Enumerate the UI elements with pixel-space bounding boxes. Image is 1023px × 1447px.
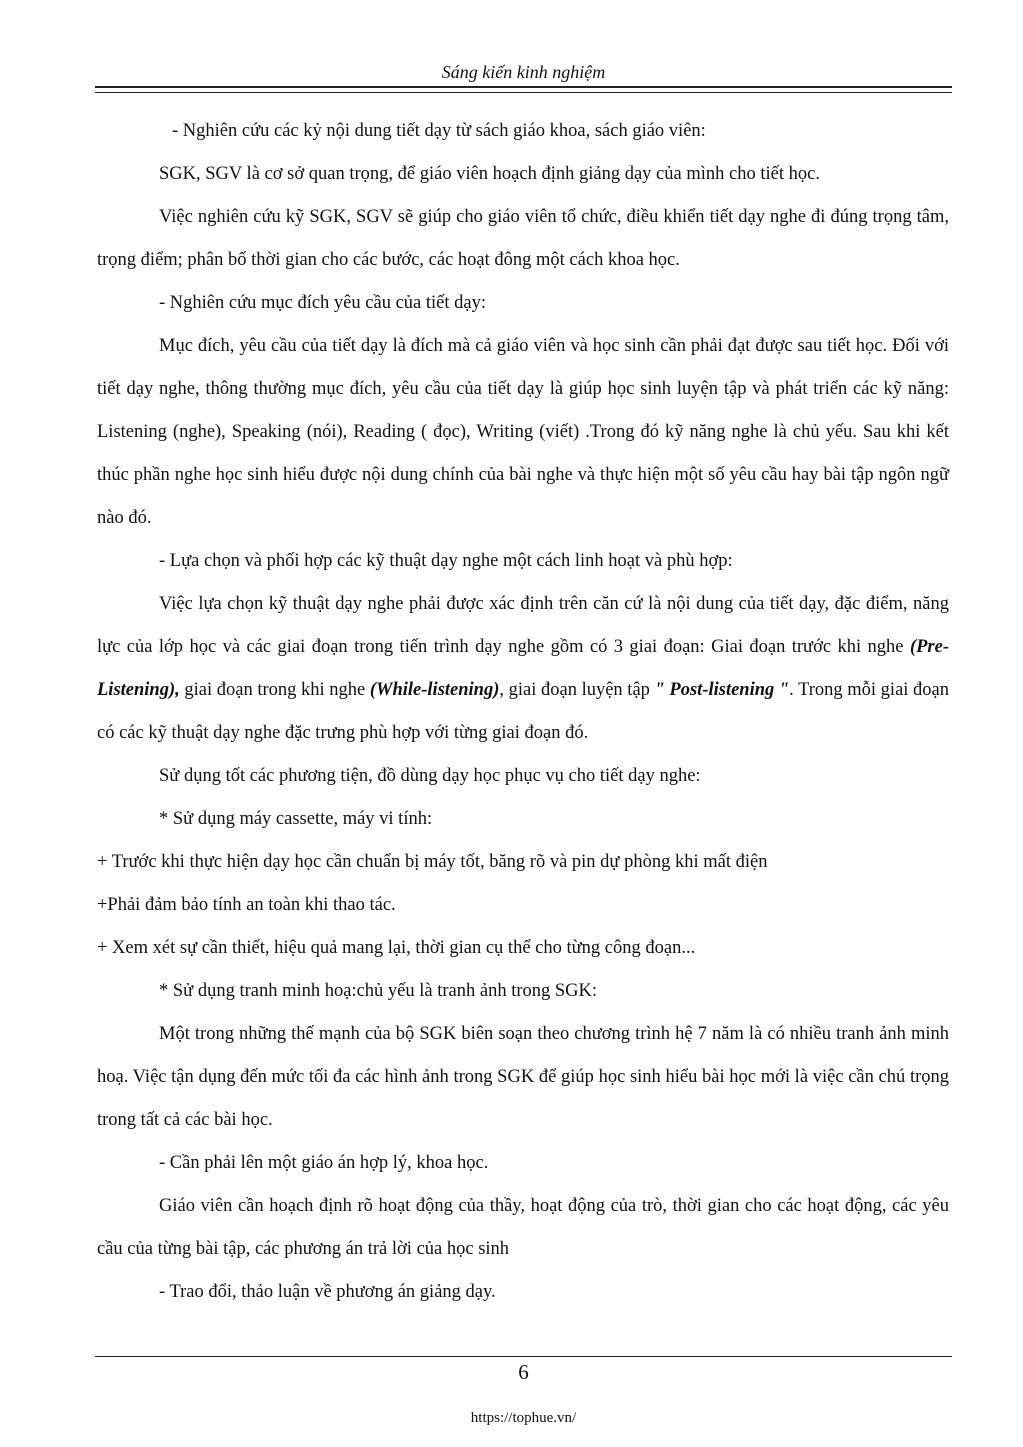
- p7-text-4: . Trong mỗi giai đoạn có các kỹ thuật dạy nghe đặc trưng phù hợp với từng giai đoạn đó.: [97, 680, 950, 743]
- paragraph-6: - Lựa chọn và phối hợp các kỹ thuật dạy nghe một cách linh hoạt và phù hợp:: [159, 551, 733, 571]
- paragraph-2: SGK, SGV là cơ sở quan trọng, để giáo viên hoạch định giảng dạy của mình cho tiết học.: [159, 164, 820, 184]
- p7-text-3: , giai đoạn luyện tập: [499, 680, 655, 700]
- paragraph-17: - Trao đổi, thảo luận về phương án giảng dạy.: [159, 1282, 496, 1302]
- post-listening-term: " Post-listening ": [654, 680, 790, 700]
- footer-url[interactable]: https://tophue.vn/: [470, 1410, 577, 1426]
- page-header-title: Sáng kiến kinh nghiệm: [441, 62, 606, 82]
- p7-text-1: Việc lựa chọn kỹ thuật dạy nghe phải được xác định trên căn cứ là nội dung của tiết dạy, đặc điểm, năng lực của lớp học và các giai đoạn trong tiến trình dạy nghe gồm có 3 giai đoạn: Giai đoạn trước khi nghe: [97, 594, 949, 657]
- while-listening-term: (While-listening): [369, 680, 500, 700]
- p7-text-2: giai đoạn trong khi nghe: [179, 680, 370, 700]
- header-rule-thick: [95, 86, 952, 88]
- paragraph-7: [97, 583, 949, 755]
- footer-rule: [95, 1356, 952, 1357]
- paragraph-12: + Xem xét sự cần thiết, hiệu quả mang lại, thời gian cụ thể cho từng công đoạn...: [97, 938, 696, 958]
- header-rule-thin: [95, 92, 952, 93]
- pre-listening-term: (Pre-Listening),: [97, 637, 949, 700]
- paragraph-11: +Phải đảm bảo tính an toàn khi thao tác.: [97, 895, 396, 915]
- paragraph-5: Mục đích, yêu cầu của tiết dạy là đích mà cả giáo viên và học sinh cần phải đạt được sau tiết học. Đối với tiết dạy nghe, thông thường mục đích, yêu cầu của tiết dạy là giúp học sinh luyện tập và phát triển các kỹ năng: Listening (nghe), Speaking (nói), Reading ( đọc), Writing (viết) .Trong đó kỹ năng nghe là chủ yếu. Sau khi kết thúc phần nghe học sinh hiểu được nội dung chính của bài nghe và thực hiện một số yêu cầu hay bài tập ngôn ngữ nào đó.: [97, 336, 949, 528]
- paragraph-13: * Sử dụng tranh minh hoạ:chủ yếu là tranh ảnh trong SGK:: [159, 981, 598, 1001]
- paragraph-8: Sử dụng tốt các phương tiện, đồ dùng dạy học phục vụ cho tiết dạy nghe:: [159, 766, 701, 786]
- document-body: [97, 110, 949, 1314]
- paragraph-15: - Cần phải lên một giáo án hợp lý, khoa học.: [159, 1153, 489, 1173]
- paragraph-10: + Trước khi thực hiện dạy học cần chuẩn bị máy tốt, băng rõ và pin dự phòng khi mất điện: [97, 852, 768, 872]
- paragraph-4: - Nghiên cứu mục đích yêu cầu của tiết dạy:: [159, 293, 486, 313]
- paragraph-9: * Sử dụng máy cassette, máy vi tính:: [159, 809, 433, 829]
- page-number: 6: [518, 1360, 529, 1384]
- paragraph-1: - Nghiên cứu các kỷ nội dung tiết dạy từ sách giáo khoa, sách giáo viên:: [172, 121, 706, 141]
- paragraph-3: Việc nghiên cứu kỹ SGK, SGV sẽ giúp cho giáo viên tổ chức, điều khiển tiết dạy nghe đi đúng trọng tâm, trọng điểm; phân bố thời gian cho các bước, các hoạt đông một cách khoa học.: [97, 207, 949, 270]
- paragraph-14: Một trong những thế mạnh của bộ SGK biên soạn theo chương trình hệ 7 năm là có nhiều tranh ảnh minh hoạ. Việc tận dụng đến mức tối đa các hình ảnh trong SGK để giúp học sinh hiểu bài học mới là việc cần chú trọng trong tất cả các bài học.: [97, 1024, 949, 1130]
- paragraph-16: Giáo viên cần hoạch định rõ hoạt động của thầy, hoạt động của trò, thời gian cho các hoạt động, các yêu cầu của từng bài tập, các phương án trả lời của học sinh: [97, 1196, 949, 1259]
